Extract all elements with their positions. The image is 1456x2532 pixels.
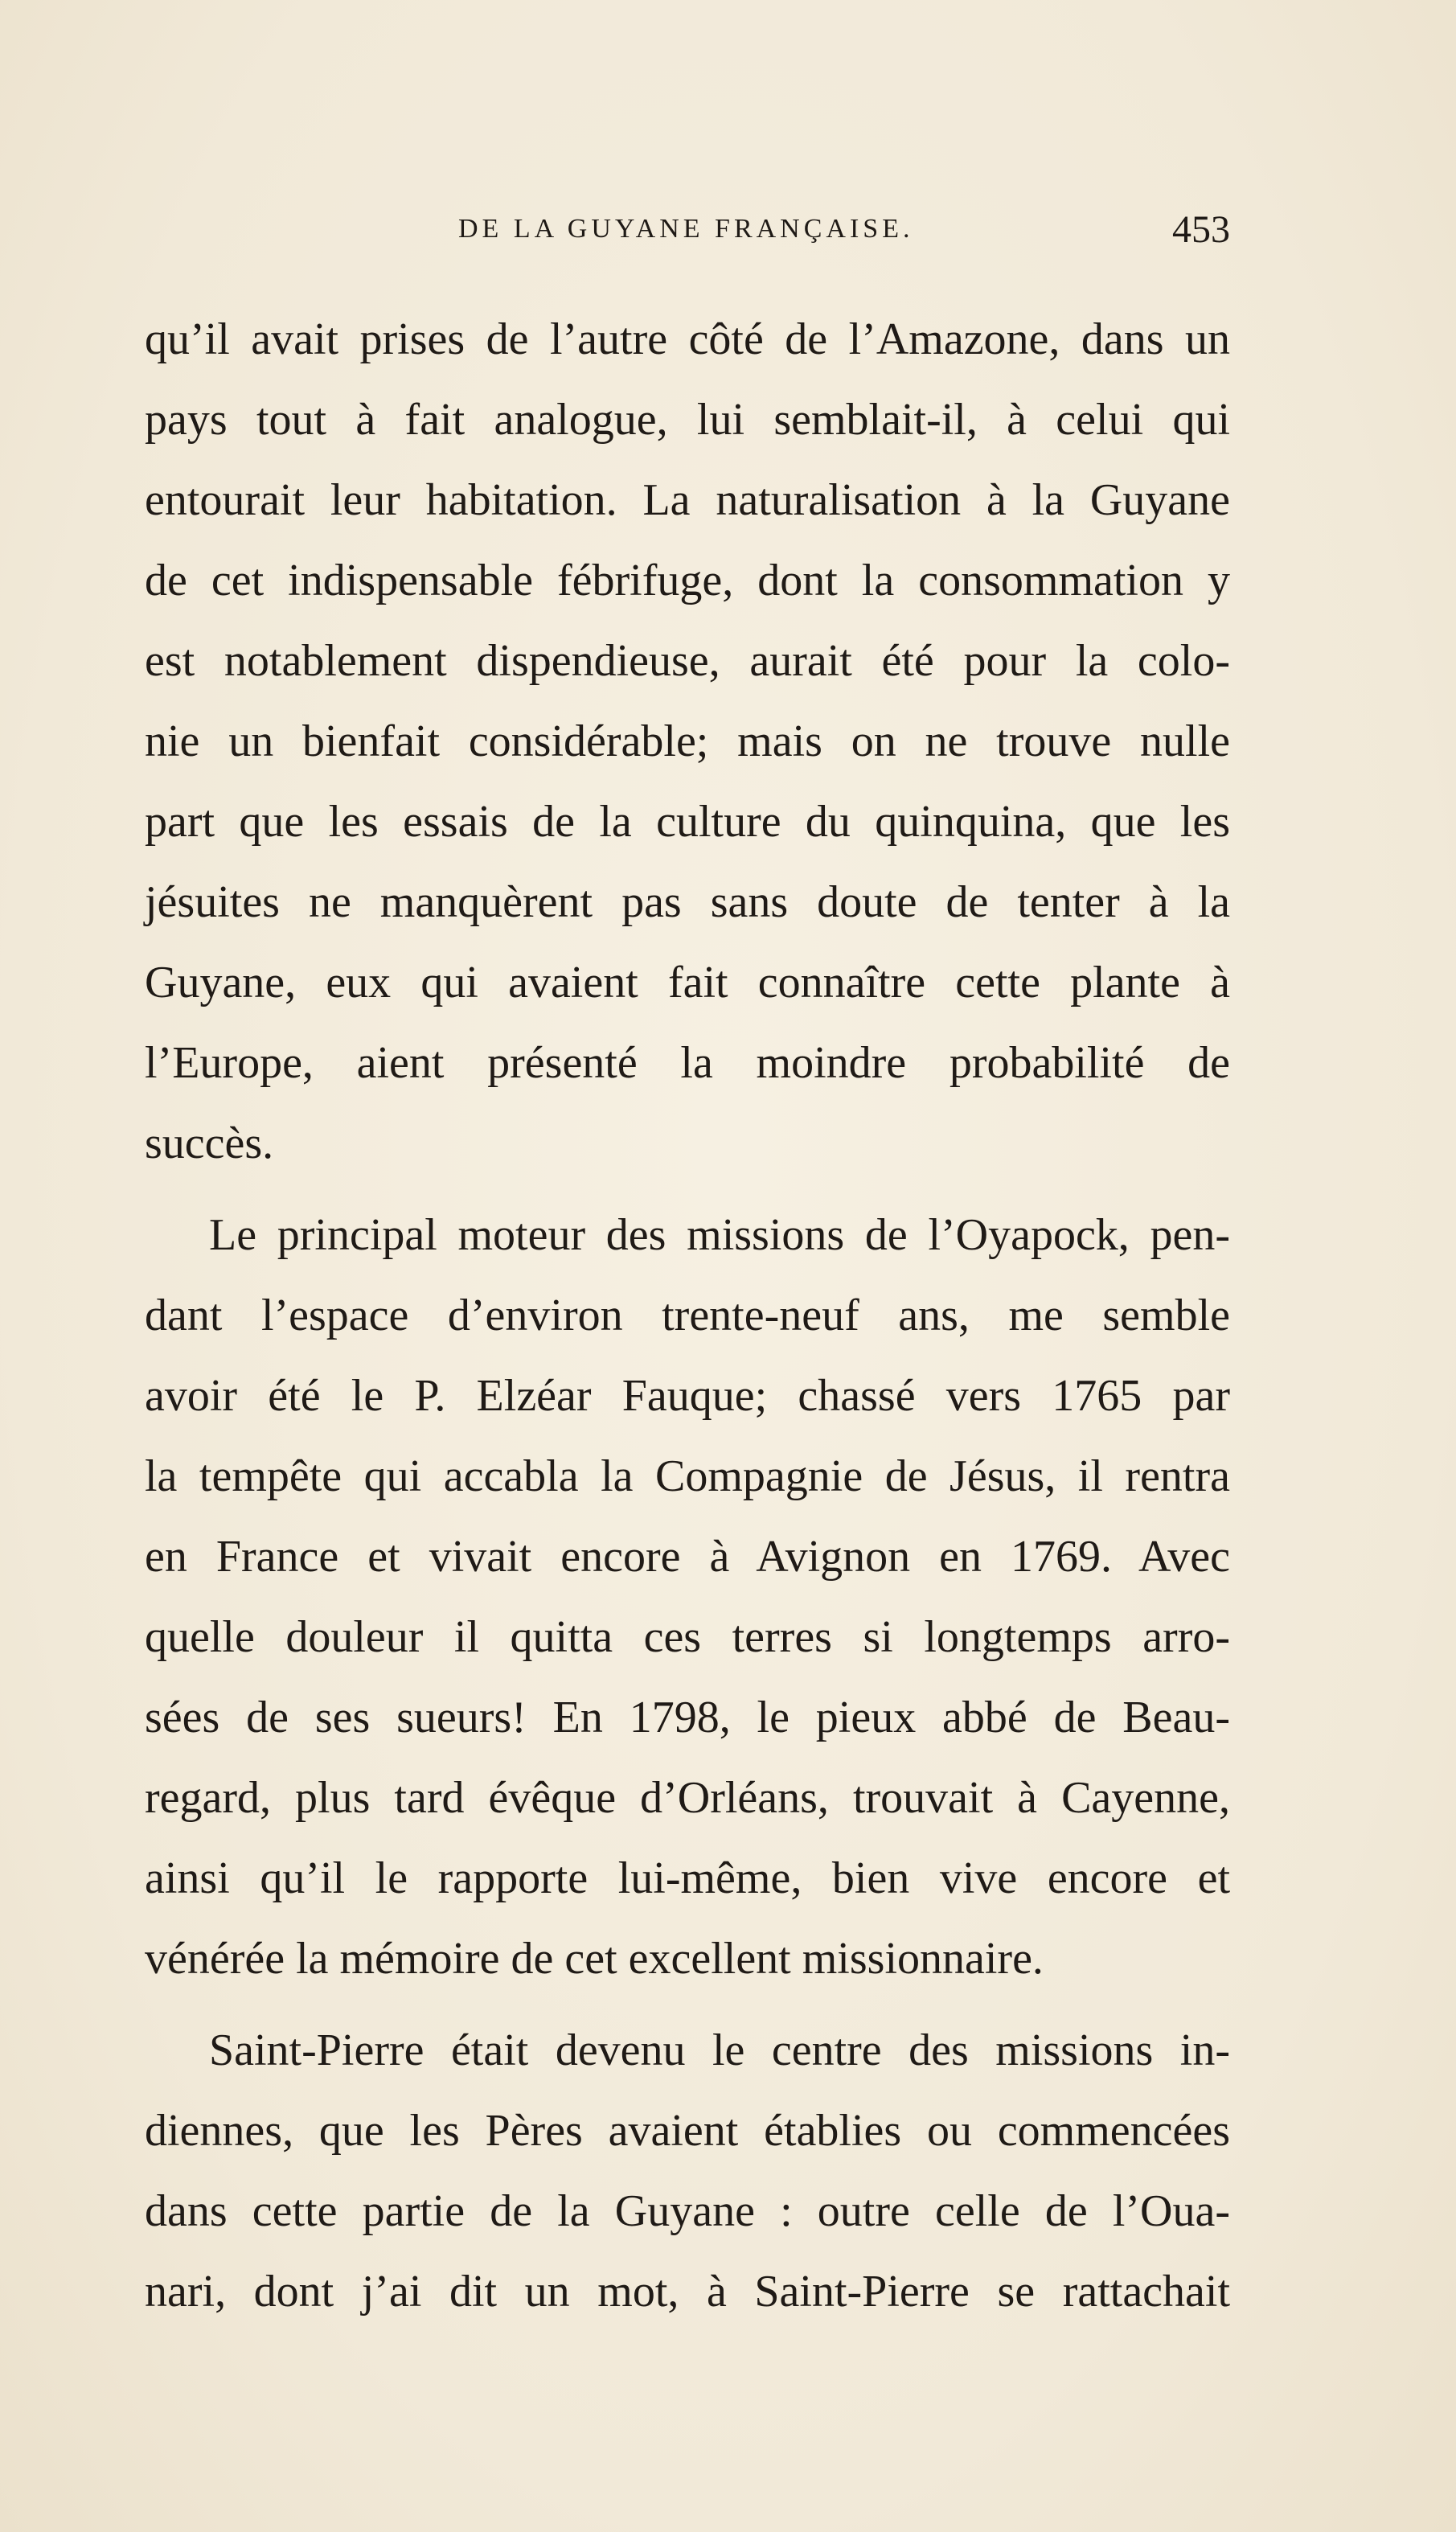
- text-line: de cet indispensable fébrifuge, dont la consommation y: [145, 556, 1230, 605]
- paragraph-gap: [145, 1184, 1230, 1195]
- text-line: qu’il avait prises de l’autre côté de l’Amazone, dans un: [145, 314, 1230, 364]
- text-line: regard, plus tard évêque d’Orléans, trouvait à Cayenne,: [145, 1773, 1230, 1823]
- text-line: nie un bienfait considérable; mais on ne trouve nulle: [145, 716, 1230, 766]
- text-line: part que les essais de la culture du quinquina, que les: [145, 797, 1230, 847]
- text-line: la tempête qui accabla la Compagnie de Jésus, il rentra: [145, 1451, 1230, 1501]
- page-header: [138, 207, 1230, 256]
- text-line: en France et vivait encore à Avignon en 1769. Avec: [145, 1532, 1230, 1582]
- text-line: Saint-Pierre était devenu le centre des missions in-: [209, 2025, 1230, 2075]
- text-line: entourait leur habitation. La naturalisation à la Guyane: [145, 475, 1230, 525]
- body-text: [145, 299, 1230, 2332]
- text-line: succès.: [145, 1118, 274, 1168]
- text-line: diennes, que les Pères avaient établies ou commencées: [145, 2106, 1230, 2156]
- page-number: 453: [1172, 208, 1230, 251]
- text-line: ainsi qu’il le rapporte lui-même, bien vive encore et: [145, 1853, 1230, 1903]
- text-line: Guyane, eux qui avaient fait connaître cette plante à: [145, 958, 1230, 1007]
- text-line: Le principal moteur des missions de l’Oyapock, pen-: [209, 1210, 1230, 1260]
- paragraph-gap: [145, 1999, 1230, 2010]
- text-line: nari, dont j’ai dit un mot, à Saint-Pierre se rattachait: [145, 2267, 1230, 2317]
- text-line: pays tout à fait analogue, lui semblait-il, à celui qui: [145, 395, 1230, 445]
- text-line: avoir été le P. Elzéar Fauque; chassé vers 1765 par: [145, 1371, 1230, 1421]
- running-head: DE LA GUYANE FRANÇAISE.: [458, 214, 914, 244]
- text-line: vénérée la mémoire de cet excellent missionnaire.: [145, 1934, 1044, 1984]
- text-line: dant l’espace d’environ trente-neuf ans, me semble: [145, 1291, 1230, 1340]
- text-line: sées de ses sueurs! En 1798, le pieux abbé de Beau-: [145, 1693, 1230, 1742]
- text-line: quelle douleur il quitta ces terres si longtemps arro-: [145, 1612, 1230, 1662]
- text-line: l’Europe, aient présenté la moindre probabilité de: [145, 1038, 1230, 1088]
- text-line: jésuites ne manquèrent pas sans doute de tenter à la: [145, 877, 1230, 927]
- text-line: dans cette partie de la Guyane : outre celle de l’Oua-: [145, 2186, 1230, 2236]
- text-line: est notablement dispendieuse, aurait été pour la colo-: [145, 636, 1230, 686]
